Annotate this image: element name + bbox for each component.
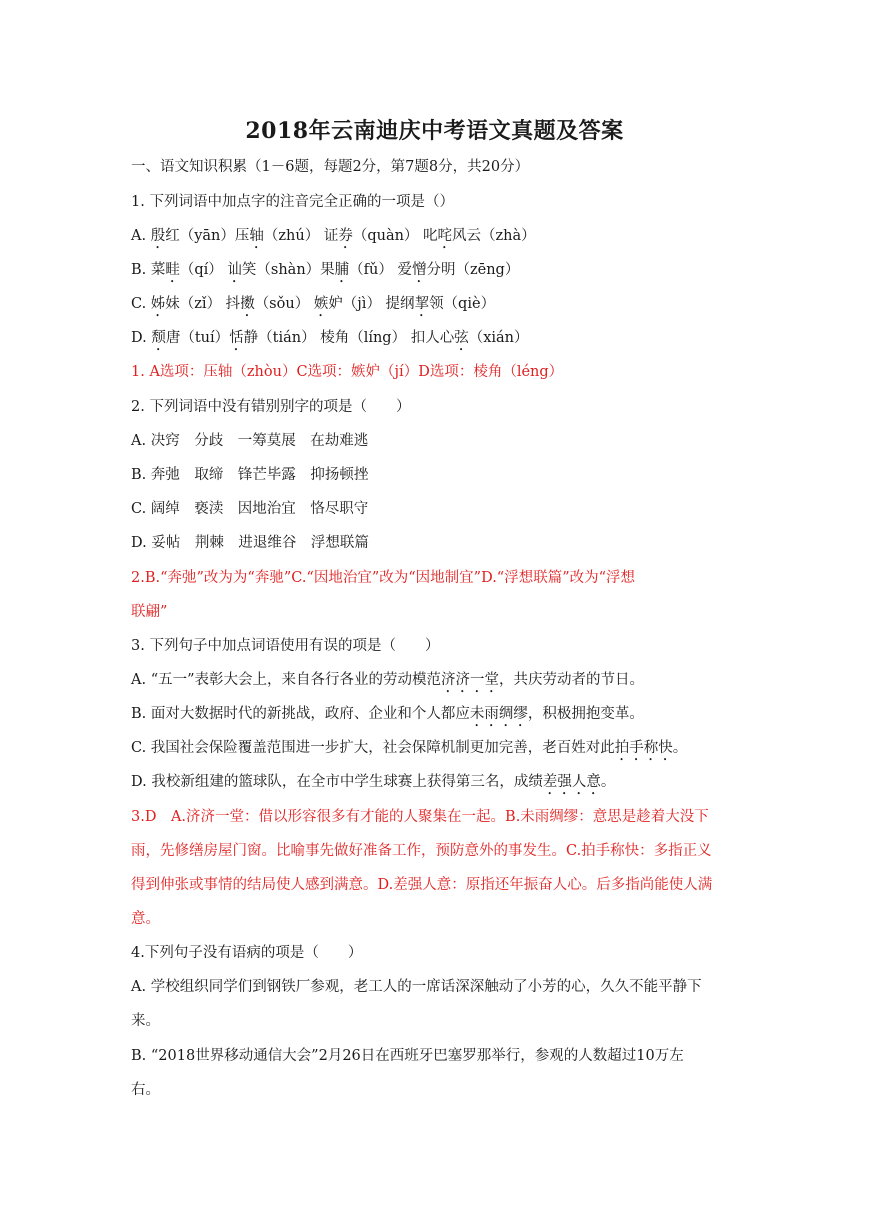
question-4-stem: 4.下列句子没有语病的项是（ ）	[131, 945, 363, 961]
question-1-option-d: D. 颓唐（tuí）恬静（tián） 棱角（líng） 扣人心弦（xián）	[131, 330, 529, 346]
question-1-option-a: A. 殷红（yān）压轴（zhú） 证券（quàn） 叱咤风云（zhà）	[131, 228, 536, 244]
question-4-option-b-line-1: B. “2018世界移动通信大会”2月26日在西班牙巴塞罗那举行，参观的人数超过10万左	[131, 1048, 684, 1064]
question-3-answer-line-3: 得到伸张或事情的结局使人感到满意。D.差强人意：原指还年振奋人心。后多指尚能使人满	[131, 877, 713, 893]
question-4-option-a-line-1: A. 学校组织同学们到钢铁厂参观，老工人的一席话深深触动了小芳的心，久久不能平静下	[131, 979, 702, 995]
question-3-option-d: D. 我校新组建的篮球队，在全市中学生球赛上获得第三名，成绩差强人意。	[131, 774, 616, 790]
question-4-option-b-line-2: 右。	[131, 1082, 160, 1098]
page-title: 2018年云南迪庆中考语文真题及答案	[245, 118, 624, 144]
question-2-answer-line-1: 2.B.“奔弛”改为为“奔驰”C.“因地治宜”改为“因地制宜”D.“浮想联篇”改为“浮想	[131, 570, 636, 586]
question-2-stem: 2. 下列词语中没有错别别字的项是（ ）	[131, 399, 411, 415]
question-1-option-c: C. 姊妹（zǐ） 抖擞（sǒu） 嫉妒（jì） 提纲挈领（qiè）	[131, 296, 496, 312]
question-3-answer-line-4: 意。	[131, 911, 160, 927]
question-3-answer-line-1: 3.D A.济济一堂：借以形容很多有才能的人聚集在一起。B.未雨绸缪：意思是趁着大没下	[131, 809, 709, 825]
question-3-option-c: C. 我国社会保险覆盖范围进一步扩大，社会保障机制更加完善，老百姓对此拍手称快。	[131, 740, 688, 756]
question-1-option-b: B. 菜畦（qí） 讪笑（shàn）果脯（fǔ） 爱憎分明（zēng）	[131, 262, 520, 278]
question-2-option-a: A. 决窍 分歧 一筹莫展 在劫难逃	[131, 433, 369, 449]
question-3-option-b: B. 面对大数据时代的新挑战，政府、企业和个人都应未雨绸缪，积极拥抱变革。	[131, 706, 644, 722]
question-2-option-d: D. 妥帖 荆棘 进退维谷 浮想联篇	[131, 535, 369, 551]
question-2-option-b: B. 奔弛 取缔 锋芒毕露 抑扬顿挫	[131, 467, 369, 483]
question-1-answer: 1. A选项：压轴（zhòu）C选项：嫉妒（jí）D选项：棱角（léng）	[131, 364, 564, 380]
question-3-option-a: A. “五一”表彰大会上，来自各行各业的劳动模范济济一堂，共庆劳动者的节日。	[131, 672, 645, 688]
question-3-answer-line-2: 雨，先修缮房屋门窗。比喻事先做好准备工作，预防意外的事发生。C.拍手称快：多指正义	[131, 843, 712, 859]
question-2-option-c: C. 阔绰 亵渎 因地治宜 恪尽职守	[131, 501, 369, 517]
section-heading: 一、语文知识积累（1－6题，每题2分，第7题8分，共20分）	[131, 159, 530, 175]
question-3-stem: 3. 下列句子中加点词语使用有误的项是（ ）	[131, 638, 440, 654]
question-1-stem: 1. 下列词语中加点字的注音完全正确的一项是（）	[131, 194, 454, 210]
question-4-option-a-line-2: 来。	[131, 1013, 160, 1029]
question-2-answer-line-2: 联翩”	[131, 604, 168, 620]
